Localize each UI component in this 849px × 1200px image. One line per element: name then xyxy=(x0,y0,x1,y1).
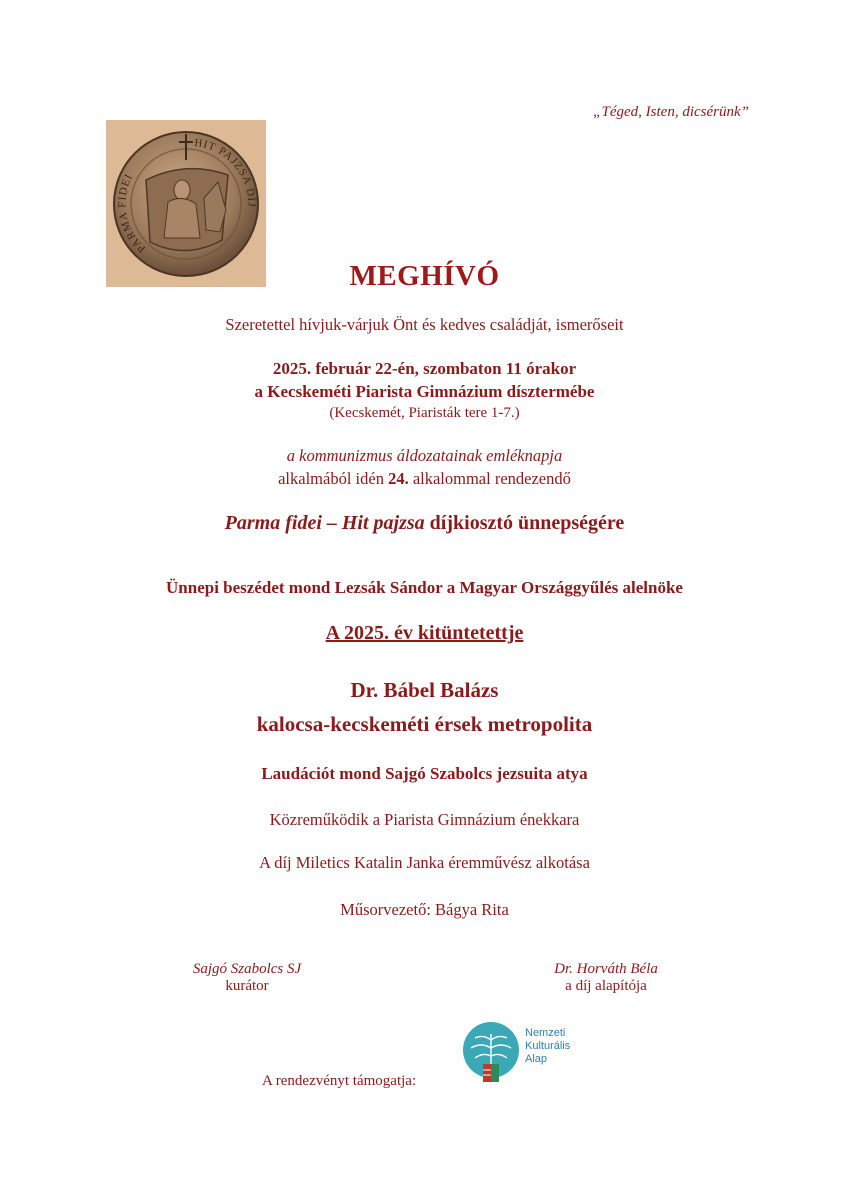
page-title: MEGHÍVÓ xyxy=(349,260,500,292)
header-quote: „Téged, Isten, dicsérünk” xyxy=(593,104,749,120)
medal-inscription-left: PARMA FIDEI xyxy=(116,171,149,255)
honoree-title: kalocsa-kecskeméti érsek metropolita xyxy=(256,712,593,736)
signature-role: a díj alapítója xyxy=(565,978,647,994)
address-line: (Kecskemét, Piaristák tere 1-7.) xyxy=(329,405,520,421)
occasion-line: a kommunizmus áldozatainak emléknapja xyxy=(286,446,563,465)
sponsor-label: A rendezvényt támogatja: xyxy=(262,1073,417,1089)
signature-left xyxy=(137,961,357,995)
award-name: Parma fidei – Hit pajzsa xyxy=(224,512,425,534)
artist-line: A díj Miletics Katalin Janka éremművész alkotása xyxy=(259,853,590,872)
venue-line: a Kecskeméti Piarista Gimnázium dísztermébe xyxy=(254,382,595,401)
invite-line: Szeretettel hívjuk-várjuk Önt és kedves családját, ismerőseit xyxy=(225,315,624,334)
choir-line: Közreműködik a Piarista Gimnázium énekkara xyxy=(269,810,580,829)
nka-logo-text xyxy=(525,1027,570,1066)
host-line: Műsorvezető: Bágya Rita xyxy=(340,900,509,919)
honoree-name: Dr. Bábel Balázs xyxy=(350,678,499,702)
honoree-heading: A 2025. év kitüntetettje xyxy=(325,622,524,644)
occasion-line-2 xyxy=(0,469,849,489)
signature-name: Sajgó Szabolcs SJ xyxy=(192,961,302,977)
nka-logo-icon xyxy=(461,1020,521,1086)
date-line: 2025. február 22-én, szombaton 11 órakor xyxy=(272,359,577,378)
nka-logo-line: Alap xyxy=(525,1053,548,1065)
occasion-number: 24. xyxy=(388,469,409,488)
occasion-text-after: alkalommal rendezendő xyxy=(408,469,571,488)
award-line xyxy=(0,512,849,535)
speech-line: Ünnepi beszédet mond Lezsák Sándor a Magyar Országgyűlés alelnöke xyxy=(166,578,683,597)
medal-inscription-right: HIT PAJZSA DÍJ xyxy=(193,136,258,208)
nka-logo-line: Nemzeti xyxy=(525,1027,566,1039)
award-ceremony-text: díjkiosztó ünnepségére xyxy=(424,512,625,534)
signature-name: Dr. Horváth Béla xyxy=(554,961,658,977)
signature-role: kurátor xyxy=(225,978,269,994)
nka-logo-line: Kulturális xyxy=(525,1040,571,1052)
laudation-line: Laudációt mond Sajgó Szabolcs jezsuita atya xyxy=(261,764,588,783)
signature-right xyxy=(496,961,716,995)
occasion-text-before: alkalmából idén xyxy=(278,469,389,488)
